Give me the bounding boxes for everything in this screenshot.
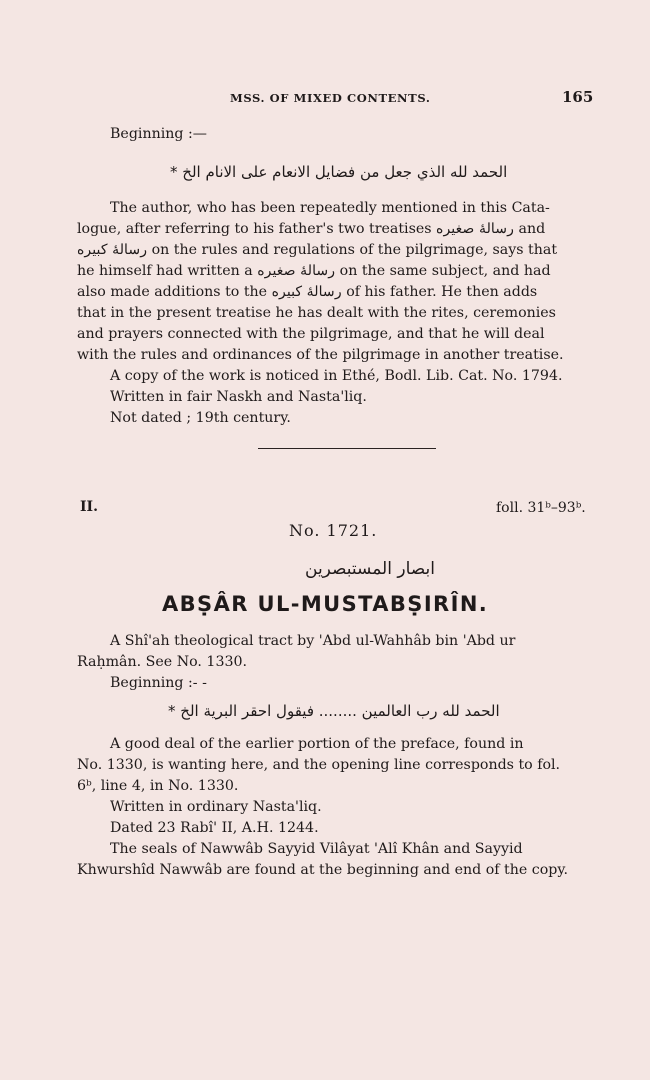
copy-note: A copy of the work is noticed in Ethé, Bodl. Lib. Cat. No. 1794. (110, 368, 563, 384)
paragraph-line: رسالهٔ كبيره on the rules and regulations of the pilgrimage, says that (77, 242, 558, 258)
running-header: MSS. OF MIXED CONTENTS. (230, 91, 431, 105)
description-line: Raḥmân. See No. 1330. (77, 654, 248, 670)
description-line: A Shî'ah theological tract by 'Abd ul-Wahhâb bin 'Abd ur (110, 633, 516, 649)
paragraph-line: he himself had written a رسالهٔ صغيره on the same subject, and had (77, 263, 551, 279)
script-note: Written in fair Naskh and Nasta'liq. (110, 389, 367, 405)
manuscript-number: No. 1721. (289, 521, 378, 540)
work-title: ABṢÂR UL-MUSTABṢIRÎN. (162, 592, 489, 616)
page-number: 165 (562, 88, 594, 106)
section-label: II. (80, 499, 98, 515)
script-note: Written in ordinary Nasta'liq. (110, 799, 322, 815)
beginning-label: Beginning :— (110, 126, 207, 142)
preface-line: No. 1330, is wanting here, and the opening line corresponds to fol. (77, 757, 561, 773)
paragraph-line: also made additions to the رسالهٔ كبيره of his father. He then adds (77, 284, 538, 300)
seals-line: The seals of Nawwâb Sayyid Vilâyat 'Alî Khân and Sayyid (110, 841, 523, 857)
seals-line: Khwurshîd Nawwâb are found at the beginning and end of the copy. (77, 862, 568, 878)
date-note: Not dated ; 19th century. (110, 410, 291, 426)
paragraph-line: The author, who has been repeatedly mentioned in this Cata- (110, 200, 550, 216)
paragraph-line: that in the present treatise he has dealt with the rites, ceremonies (77, 305, 556, 321)
arabic-incipit: الحمد لله رب العالمين ........ فيقول احقر البرية الخ * (168, 702, 500, 720)
folio-range: foll. 31ᵇ–93ᵇ. (496, 500, 586, 516)
paragraph-line: and prayers connected with the pilgrimage, and that he will deal (77, 326, 545, 342)
section-divider (258, 448, 436, 449)
beginning-label: Beginning :- - (110, 675, 207, 691)
date-note: Dated 23 Rabî' II, A.H. 1244. (110, 820, 319, 836)
preface-line: A good deal of the earlier portion of the preface, found in (110, 736, 524, 752)
paragraph-line: logue, after referring to his father's two treatises رسالهٔ صغيره and (77, 221, 546, 237)
preface-line: 6ᵇ, line 4, in No. 1330. (77, 778, 239, 794)
arabic-title: ابصار المستبصرين (305, 559, 435, 579)
paragraph-line: with the rules and ordinances of the pilgrimage in another treatise. (77, 347, 564, 363)
arabic-incipit: الحمد لله الذي جعل من فضايل الانعام على الانام الخ * (170, 163, 508, 181)
